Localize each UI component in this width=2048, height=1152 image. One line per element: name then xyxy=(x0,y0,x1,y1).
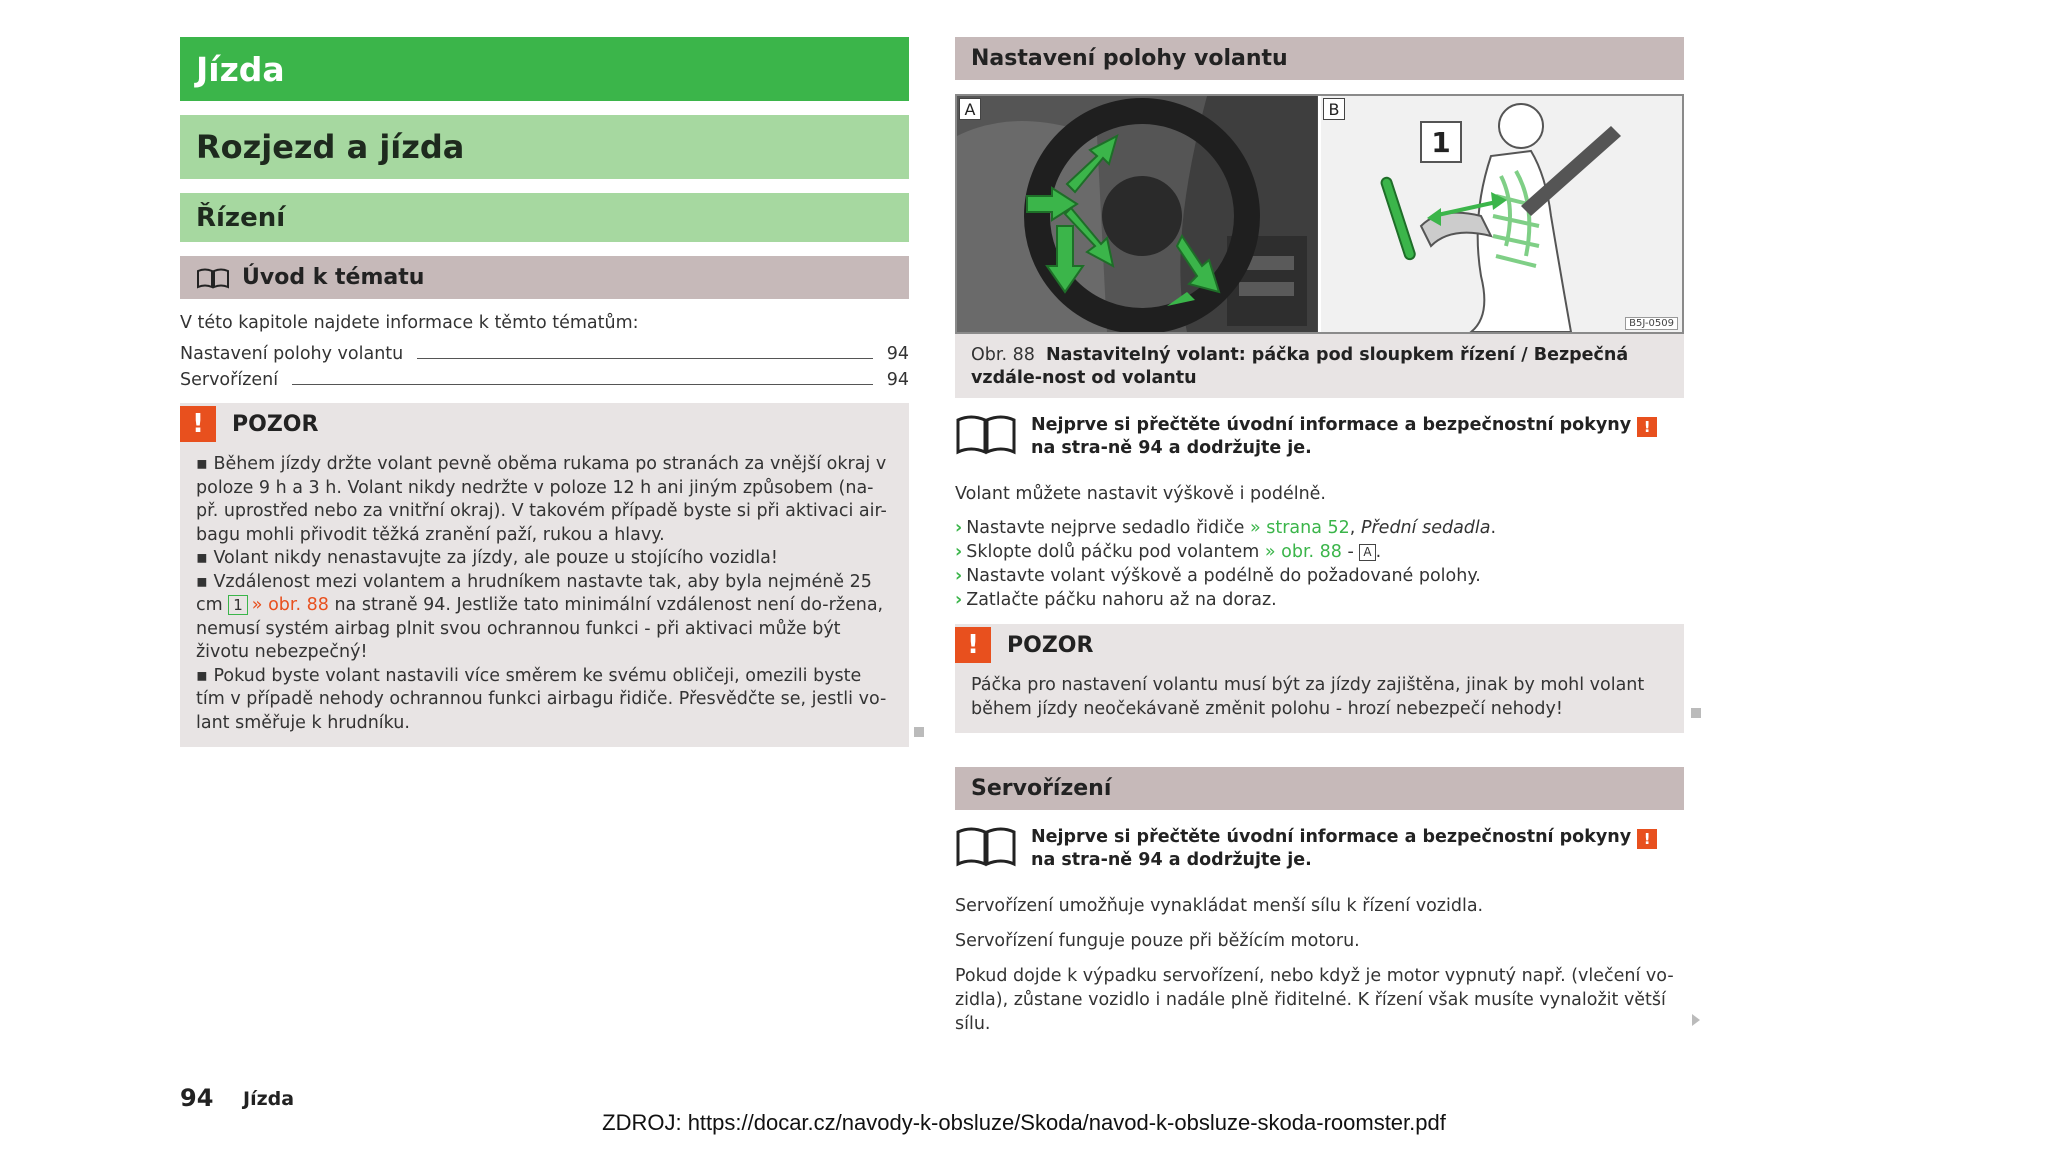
section-title-steering: Nastavení polohy volantu xyxy=(955,37,1684,80)
read-first-text: Nejprve si přečtěte úvodní informace a bezpečnostní pokyny xyxy=(1031,415,1632,435)
step-text: Nastavte volant výškově a podélně do požadované polohy. xyxy=(966,566,1481,586)
warning-item-text: Volant nikdy nenastavujte za jízdy, ale pouze u stojícího vozidla! xyxy=(213,548,778,568)
manual-book-icon xyxy=(955,826,1017,872)
step-text: . xyxy=(1375,542,1382,562)
warning-item: ▪ Během jízdy držte volant pevně oběma rukama po stranách za vnější okraj v poloze 9 h a 3 h. Volant nikdy nedržte v poloze 12 h ani jiným způsobem (na-př. uprostřed nebo za vnitřní okraj). V takovém případě byste si při aktivaci air-bagu mohli přivodit těžká zranění paží, rukou a hlavy. xyxy=(196,454,887,545)
toc-item-label: Nastavení polohy volantu xyxy=(180,344,404,364)
figure-label-b: B xyxy=(1323,98,1345,120)
step-text: , xyxy=(1349,518,1356,538)
warning-item: ▪ Volant nikdy nenastavujte za jízdy, ale pouze u stojícího vozidla! xyxy=(196,548,778,568)
right-column xyxy=(955,37,1684,1036)
toc-leader xyxy=(417,358,872,359)
left-column xyxy=(180,37,909,747)
warning-header xyxy=(180,403,909,445)
figure-88 xyxy=(955,94,1684,334)
caption-number: Obr. 88 xyxy=(971,345,1035,365)
servo-paragraph: Pokud dojde k výpadku servořízení, nebo když je motor vypnutý např. (vlečení vo-zidla), zůstane vozidlo i nadále plně řiditelné. K řízení však musíte vynaložit větší sílu. xyxy=(955,966,1674,1034)
toc-item[interactable] xyxy=(180,367,909,393)
end-marker-icon xyxy=(1691,708,1701,718)
page-link[interactable]: » strana 52 xyxy=(1249,518,1350,538)
servo-paragraph: Servořízení funguje pouze při běžícím motoru. xyxy=(955,931,1360,951)
read-first-text-end: na stra-ně 94 a dodržujte je. xyxy=(1031,438,1312,458)
step-item xyxy=(955,540,1684,564)
step-text: Sklopte dolů páčku pod volantem xyxy=(966,542,1260,562)
adjust-text: Volant můžete nastavit výškově i podélně. xyxy=(955,484,1326,504)
toc-item-label: Servořízení xyxy=(180,370,279,390)
step-item xyxy=(955,516,1684,540)
figure-code: B5J-0509 xyxy=(1625,317,1678,330)
step-text: Nastavte nejprve sedadlo řidiče xyxy=(966,518,1245,538)
step-text: . xyxy=(1490,518,1497,538)
manual-book-icon xyxy=(955,414,1017,460)
servo-paragraph: Servořízení umožňuje vynakládat menší sílu k řízení vozidla. xyxy=(955,896,1484,916)
footer-section: Jízda xyxy=(243,1088,295,1110)
figure-label-a: A xyxy=(959,98,981,120)
steering-wheel-illustration xyxy=(957,96,1317,332)
figure-link[interactable]: » obr. 88 xyxy=(251,595,329,615)
chevron-right-icon: › xyxy=(955,590,963,610)
figure-link[interactable]: » obr. 88 xyxy=(1264,542,1342,562)
toc-list xyxy=(180,341,909,393)
warning-title: POZOR xyxy=(232,411,319,437)
chapter-heading: Jízda xyxy=(180,37,909,101)
read-first-note-2 xyxy=(955,826,1684,872)
figure-marker-1: 1 xyxy=(1431,126,1451,159)
chevron-right-icon: › xyxy=(955,518,963,538)
warning-item-text: Během jízdy držte volant pevně oběma rukama po stranách za vnější okraj v poloze 9 h a 3 h. Volant nikdy nedržte v poloze 12 h ani jiným způsobem (na-př. uprostřed nebo za vnitřní okraj). V takovém případě byste si při aktivaci air-bagu mohli přivodit těžká zranění paží, rukou a hlavy. xyxy=(196,454,887,545)
warning-body: Páčka pro nastavení volantu musí být za jízdy zajištěna, jinak by mohl volant během jízdy neočekávaně změnit polohu - hrozí nebezpečí nehody! xyxy=(971,675,1645,719)
page-number: 94 xyxy=(180,1084,214,1112)
figure-marker-ref: 1 xyxy=(228,595,248,615)
warning-header xyxy=(955,624,1684,666)
figure-pane-b xyxy=(1321,96,1682,332)
step-italic: Přední sedadla xyxy=(1360,518,1491,538)
warning-mark-icon: ! xyxy=(1637,417,1657,437)
caption-text: Nastavitelný volant: páčka pod sloupkem řízení / Bezpečná vzdále-nost od volantu xyxy=(971,345,1629,388)
warning-body xyxy=(180,445,909,735)
figure-label-ref: A xyxy=(1359,544,1375,561)
warning-title: POZOR xyxy=(1007,632,1094,658)
toc-item[interactable] xyxy=(180,341,909,367)
book-icon xyxy=(196,267,230,289)
warning-icon: ! xyxy=(180,406,216,442)
intro-bar-label: Úvod k tématu xyxy=(242,265,425,290)
figure-caption xyxy=(955,334,1684,398)
intro-bar xyxy=(180,256,909,299)
source-citation: ZDROJ: https://docar.cz/navody-k-obsluze/Skoda/navod-k-obsluze-skoda-roomster.pdf xyxy=(602,1110,1446,1135)
toc-leader xyxy=(292,384,873,385)
step-text: Zatlačte páčku nahoru až na doraz. xyxy=(966,590,1277,610)
read-first-text-end: na stra-ně 94 a dodržujte je. xyxy=(1031,850,1312,870)
chevron-right-icon: › xyxy=(955,566,963,586)
continue-arrow-icon xyxy=(1692,1014,1700,1026)
warning-box xyxy=(180,403,909,747)
step-item xyxy=(955,588,1684,612)
warning-item-text: Vzdálenost mezi volantem a hrudníkem nastavte tak, aby byla nejméně 25 cm xyxy=(196,571,872,615)
warning-item-text: na straně 94. Jestliže tato minimální vzdálenost není do-ržena, nemusí systém airbag plnit svou ochrannou funkci - při aktivaci může být životu nebezpečný! xyxy=(196,595,884,662)
warning-icon: ! xyxy=(955,627,991,663)
step-text: - xyxy=(1347,542,1354,562)
step-item xyxy=(955,564,1684,588)
driver-distance-illustration xyxy=(1321,96,1681,332)
warning-item: ▪ Pokud byste volant nastavili více směrem ke svému obličeji, omezili byste tím v případě nehody ochrannou funkci airbagu řidiče. Přesvědčte se, jestli vo-lant směřuje k hrudníku. xyxy=(196,665,887,733)
toc-item-page: 94 xyxy=(886,344,909,364)
warning-item: ▪ Vzdálenost mezi volantem a hrudníkem nastavte tak, aby byla nejméně 25 cm 1 » obr. 88 na straně 94. Jestliže tato minimální vzdálenost není do-ržena, nemusí systém airbag plnit svou ochrannou funkci - při aktivaci může být životu nebezpečný! xyxy=(196,571,884,662)
warning-box-right xyxy=(955,624,1684,733)
subsection-heading: Řízení xyxy=(180,193,909,242)
steps-list xyxy=(955,516,1684,612)
section-heading: Rozjezd a jízda xyxy=(180,115,909,179)
toc-item-page: 94 xyxy=(886,370,909,390)
section-title-servo: Servořízení xyxy=(955,767,1684,810)
chevron-right-icon: › xyxy=(955,542,963,562)
warning-mark-icon: ! xyxy=(1637,829,1657,849)
read-first-text: Nejprve si přečtěte úvodní informace a bezpečnostní pokyny xyxy=(1031,827,1632,847)
warning-item-text: Pokud byste volant nastavili více směrem ke svému obličeji, omezili byste tím v případě nehody ochrannou funkci airbagu řidiče. Přesvědčte se, jestli vo-lant směřuje k hrudníku. xyxy=(196,665,887,733)
read-first-note xyxy=(955,414,1684,460)
figure-pane-a xyxy=(957,96,1321,332)
end-marker-icon xyxy=(914,727,924,737)
intro-text: V této kapitole najdete informace k těmto tématům: xyxy=(180,313,639,333)
